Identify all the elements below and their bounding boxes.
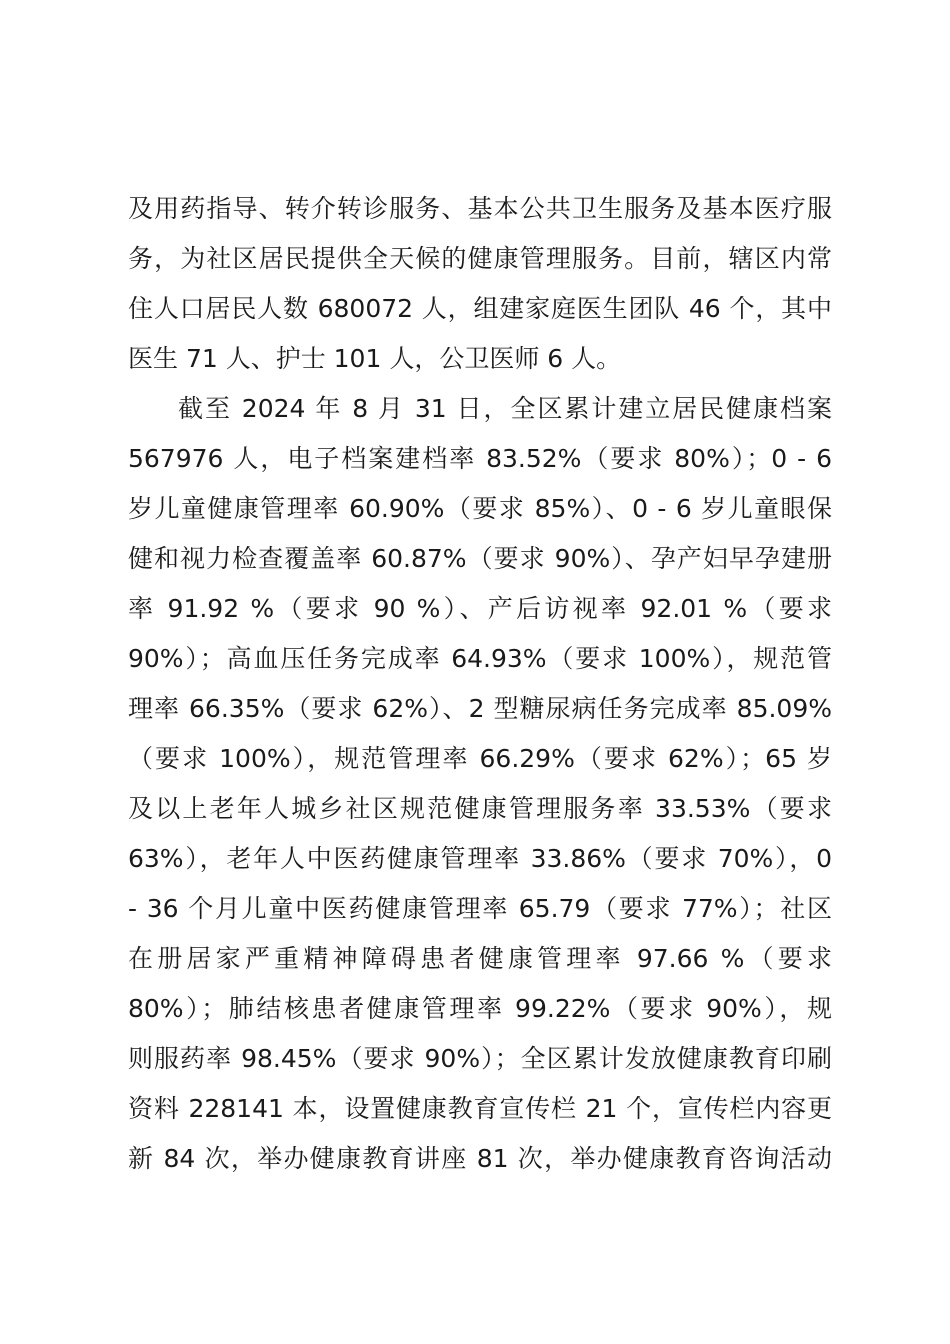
text-line: 567976 人，电子档案建档率 83.52%（要求 80%）；0 - 6 [128, 444, 832, 473]
text-line: 理率 66.35%（要求 62%）、2 型糖尿病任务完成率 85.09% [128, 694, 832, 723]
text-line: 及以上老年人城乡社区规范健康管理服务率 33.53%（要求 [128, 794, 832, 823]
paragraph-1 [128, 184, 832, 384]
text-line: 则服药率 98.45%（要求 90%）；全区累计发放健康教育印刷 [128, 1044, 832, 1073]
body-text [128, 184, 832, 1184]
text-line: 务，为社区居民提供全天候的健康管理服务。目前，辖区内常 [128, 244, 832, 273]
text-line: 健和视力检查覆盖率 60.87%（要求 90%）、孕产妇早孕建册 [128, 544, 832, 573]
text-line: 及用药指导、转介转诊服务、基本公共卫生服务及基本医疗服 [128, 194, 832, 223]
text-line: 资料 228141 本，设置健康教育宣传栏 21 个，宣传栏内容更 [128, 1094, 832, 1123]
text-line: 住人口居民人数 680072 人，组建家庭医生团队 46 个，其中 [128, 294, 832, 323]
text-line: 新 84 次，举办健康教育讲座 81 次，举办健康教育咨询活动 [128, 1144, 832, 1173]
text-line: - 36 个月儿童中医药健康管理率 65.79（要求 77%）；社区 [128, 894, 832, 923]
text-line: 截至 2024 年 8 月 31 日，全区累计建立居民健康档案 [178, 394, 832, 423]
text-line: （要求 100%），规范管理率 66.29%（要求 62%）；65 岁 [128, 744, 832, 773]
paragraph-2 [128, 384, 832, 1184]
text-line: 63%），老年人中医药健康管理率 33.86%（要求 70%），0 [128, 844, 832, 873]
text-line: 率 91.92 %（要求 90 %）、产后访视率 92.01 %（要求 [128, 594, 832, 623]
text-line: 80%）；肺结核患者健康管理率 99.22%（要求 90%），规 [128, 994, 832, 1023]
text-line: 90%）；高血压任务完成率 64.93%（要求 100%），规范管 [128, 644, 832, 673]
text-line: 在册居家严重精神障碍患者健康管理率 97.66 %（要求 [128, 944, 832, 973]
text-line: 岁儿童健康管理率 60.90%（要求 85%）、0 - 6 岁儿童眼保 [128, 494, 832, 523]
text-line: 医生 71 人、护士 101 人，公卫医师 6 人。 [128, 344, 622, 373]
